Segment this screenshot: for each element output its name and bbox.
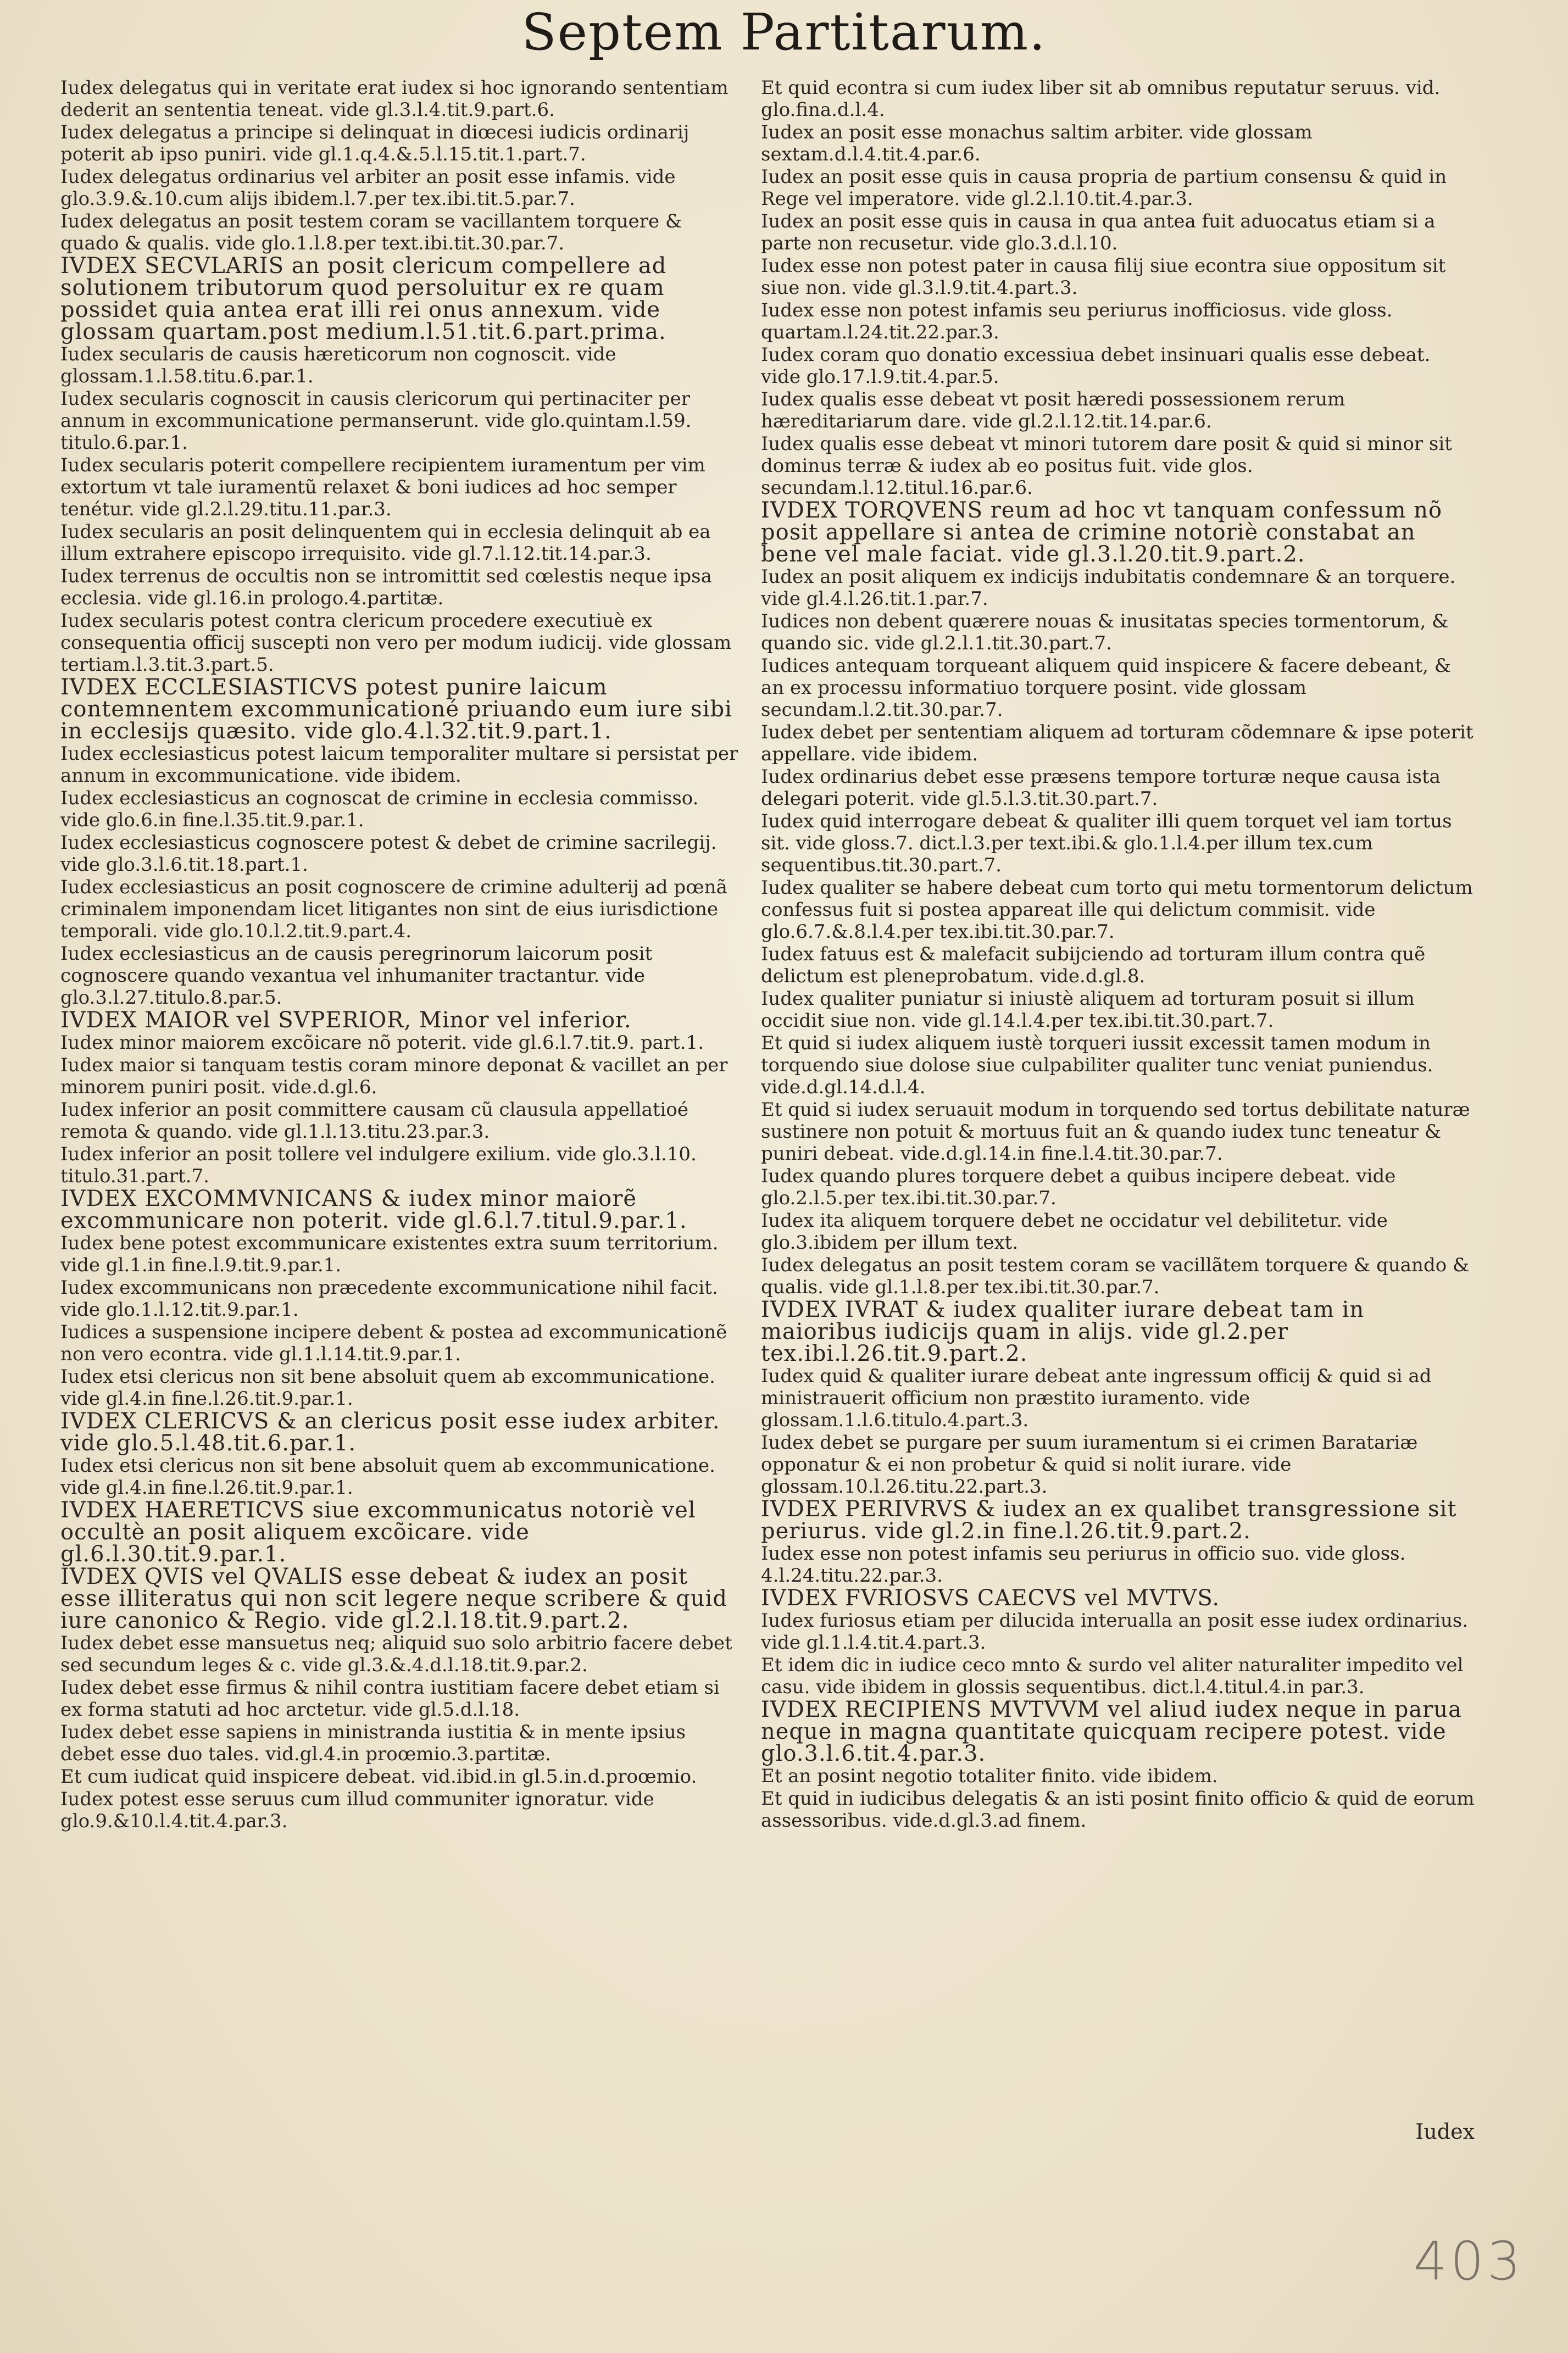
index-entry: IVDEX EXCOMMVNICANS & iudex minor maiorẽ excommunicare non poterit. vide gl.6.l.7.titul.9.par.1. <box>60 1186 687 1233</box>
index-entry: Iudices a suspensione incipere debent & postea ad excommunicationẽ non vero econtra. vide gl.1.l.14.tit.9.par.1. <box>60 1321 727 1365</box>
index-entry: Iudex delegatus qui in veritate erat iudex si hoc ignorando sententiam dederit an sententia teneat. vide gl.3.l.4.tit.9.part.6. <box>60 77 729 121</box>
index-entry: IVDEX FVRIOSVS CAECVS vel MVTVS. <box>761 1586 1220 1611</box>
index-entry: Iudices antequam torqueant aliquem quid inspicere & facere debeant, & an ex processu informatiuo torquere posint. vide glossam secundam.l.2.tit.30.par.7. <box>761 655 1452 721</box>
index-entry: Iudex etsi clericus non sit bene absoluit quem ab excommunicatione. vide gl.4.in fine.l.26.tit.9.par.1. <box>60 1455 715 1499</box>
index-entry: Iudex ecclesiasticus an de causis peregrinorum laicorum posit cognoscere quando vexantua vel inhumaniter tractantur. vide glo.3.l.27.titulo.8.par.5. <box>60 943 653 1009</box>
index-entry: Iudex ordinarius debet esse præsens tempore torturæ neque causa ista delegari poterit. vide gl.5.l.3.tit.30.part.7. <box>761 766 1441 810</box>
index-entry: IVDEX ECCLESIASTICVS potest punire laicum contemnentem excommunicationé priuando eum iure sibi in ecclesijs quæsito. vide glo.4.l.32.tit.9.part.1. <box>60 675 732 744</box>
index-entry: Iudex esse non potest infamis seu periurus inofficiosus. vide gloss. quartam.l.24.tit.22.par.3. <box>761 299 1393 343</box>
index-entry: IVDEX HAERETICVS siue excommunicatus notoriè vel occultè an posit aliquem excõicare. vide gl.6.l.30.tit.9.par.1. <box>60 1498 696 1567</box>
index-entry: Iudex delegatus an posit testem coram se vacillãtem torquere & quando & qualis. vide gl.1.l.8.per tex.ibi.tit.30.par.7. <box>761 1254 1470 1298</box>
index-entry: Iudex terrenus de occultis non se intromittit sed cœlestis neque ipsa ecclesia. vide gl.16.in prologo.4.partitæ. <box>60 565 712 609</box>
index-entry: Iudex an posit esse quis in causa propria de partium consensu & quid in Rege vel imperatore. vide gl.2.l.10.tit.4.par.3. <box>761 166 1447 210</box>
left-column <box>60 77 742 1833</box>
index-entry: Iudex etsi clericus non sit bene absoluit quem ab excommunicatione. vide gl.4.in fine.l.26.tit.9.par.1. <box>60 1366 715 1410</box>
index-entry: Iudex an posit esse quis in causa in qua antea fuit aduocatus etiam si a parte non recusetur. vide glo.3.d.l.10. <box>761 210 1436 254</box>
index-entry: Iudex debet esse firmus & nihil contra iustitiam facere debet etiam si ex forma statuti ad hoc arctetur. vide gl.5.d.l.18. <box>60 1677 720 1721</box>
index-entry: Iudex coram quo donatio excessiua debet insinuari qualis esse debeat. vide glo.17.l.9.tit.4.par.5. <box>761 344 1431 388</box>
index-entry: Iudex inferior an posit committere causam cũ clausula appellatioé remota & quando. vide gl.1.l.13.titu.23.par.3. <box>60 1099 689 1143</box>
index-entry: Iudex maior si tanquam testis coram minore deponat & vacillet an per minorem puniri posit. vide.d.gl.6. <box>60 1054 728 1098</box>
index-entry: IVDEX IVRAT & iudex qualiter iurare debeat tam in maioribus iudicijs quam in alijs. vide gl.2.per tex.ibi.l.26.tit.9.part.2. <box>761 1297 1365 1366</box>
index-entry: Iudex quando plures torquere debet a quibus incipere debeat. vide glo.2.l.5.per tex.ibi.tit.30.par.7. <box>761 1165 1396 1209</box>
index-entry: Et an posint negotio totaliter finito. vide ibidem. <box>761 1765 1218 1787</box>
index-entry: IVDEX QVIS vel QVALIS esse debeat & iudex an posit esse illiteratus qui non scit legere neque scribere & quid iure canonico & Regio. vide gl.2.l.18.tit.9.part.2. <box>60 1564 727 1633</box>
index-entry: Iudex ecclesiasticus cognoscere potest & debet de crimine sacrilegij. vide glo.3.l.6.tit.18.part.1. <box>60 832 717 876</box>
running-head: Septem Partitarum. <box>521 3 1047 62</box>
index-entry: Et quid si iudex seruauit modum in torquendo sed tortus debilitate naturæ sustinere non potuit & mortuus fuit an & quando iudex tunc teneatur & puniri debeat. vide.d.gl.14.in fine.l.4.tit.30.par.7. <box>761 1099 1470 1165</box>
index-entry: Iudex an posit aliquem ex indicijs indubitatis condemnare & an torquere. vide gl.4.l.26.tit.1.par.7. <box>761 566 1456 610</box>
index-entry: Et quid econtra si cum iudex liber sit ab omnibus reputatur seruus. vid. glo.fina.d.l.4. <box>761 77 1441 121</box>
right-column <box>761 77 1475 1832</box>
catchword: Iudex <box>1415 2120 1475 2144</box>
index-entry: Iudex secularis de causis hæreticorum non cognoscit. vide glossam.1.l.58.titu.6.par.1. <box>60 343 616 387</box>
index-entry: Iudex esse non potest infamis seu periurus in officio suo. vide gloss. 4.l.24.titu.22.par.3. <box>761 1543 1406 1587</box>
index-entry: Iudex ita aliquem torquere debet ne occidatur vel debilitetur. vide glo.3.ibidem per illum text. <box>761 1210 1388 1254</box>
index-entry: Iudex an posit esse monachus saltim arbiter. vide glossam sextam.d.l.4.tit.4.par.6. <box>761 121 1313 165</box>
index-entry: IVDEX RECIPIENS MVTVVM vel aliud iudex neque in parua neque in magna quantitate quicquam recipere potest. vide glo.3.l.6.tit.4.par.3. <box>761 1697 1462 1766</box>
folio-number: 403 <box>1413 2230 1524 2292</box>
index-entry: Iudex qualiter se habere debeat cum torto qui metu tormentorum delictum confessus fuit si postea appareat ille qui delictum commisit. vide glo.6.7.&.8.l.4.per tex.ibi.tit.30.par.7. <box>761 877 1473 943</box>
index-entry: IVDEX CLERICVS & an clericus posit esse iudex arbiter. vide glo.5.l.48.tit.6.par.1. <box>60 1409 720 1456</box>
index-entry: Et cum iudicat quid inspicere debeat. vid.ibid.in gl.5.in.d.proœmio. <box>60 1766 697 1788</box>
index-entry: Iudex ecclesiasticus an cognoscat de crimine in ecclesia commisso. vide glo.6.in fine.l.35.tit.9.par.1. <box>60 787 699 831</box>
index-entry: IVDEX MAIOR vel SVPERIOR, Minor vel inferior. <box>60 1008 632 1033</box>
index-entry: Iudex quid interrogare debeat & qualiter illi quem torquet vel iam tortus sit. vide gloss.7. dict.l.3.per text.ibi.& glo.1.l.4.per illum tex.cum sequentibus.tit.30.part.7. <box>761 810 1452 876</box>
index-entry: Iudex secularis an posit delinquentem qui in ecclesia delinquit ab ea illum extrahere episcopo irrequisito. vide gl.7.l.12.tit.14.par.3. <box>60 521 711 565</box>
index-entry: IVDEX TORQVENS reum ad hoc vt tanquam confessum nõ posit appellare si antea de crimine notoriè constabat an bene vel male faciat. vide gl.3.l.20.tit.9.part.2. <box>761 498 1443 567</box>
index-entry: Iudex debet per sententiam aliquem ad torturam cõdemnare & ipse poterit appellare. vide ibidem. <box>761 721 1474 765</box>
index-entry: Iudex debet esse sapiens in ministranda iustitia & in mente ipsius debet esse duo tales. vid.gl.4.in proœmio.3.partitæ. <box>60 1721 686 1765</box>
index-entry: Iudex secularis poterit compellere recipientem iuramentum per vim extortum vt tale iuramentũ relaxet & boni iudices ad hoc semper tenétur. vide gl.2.l.29.titu.11.par.3. <box>60 454 705 520</box>
index-entry: Iudex qualiter puniatur si iniustè aliquem ad torturam posuit si illum occidit siue non. vide gl.14.l.4.per tex.ibi.tit.30.part.7. <box>761 988 1415 1032</box>
index-entry: Iudex qualis esse debeat vt minori tutorem dare posit & quid si minor sit dominus terræ & iudex ab eo positus fuit. vide glos. secundam.l.12.titul.16.par.6. <box>761 433 1452 499</box>
index-entry: Iudex bene potest excommunicare existentes extra suum territorium. vide gl.1.in fine.l.9.tit.9.par.1. <box>60 1232 719 1276</box>
index-entry: Iudex excommunicans non præcedente excommunicatione nihil facit. vide glo.1.l.12.tit.9.par.1. <box>60 1277 718 1321</box>
index-entry: Iudex secularis potest contra clericum procedere executiuè ex consequentia officij suscepti non vero per modum iudicij. vide glossam tertiam.l.3.tit.3.part.5. <box>60 610 732 676</box>
index-entry: Iudex delegatus ordinarius vel arbiter an posit esse infamis. vide glo.3.9.&.10.cum alijs ibidem.l.7.per tex.ibi.tit.5.par.7. <box>60 166 676 210</box>
index-entry: Iudex minor maiorem excõicare nõ poterit. vide gl.6.l.7.tit.9. part.1. <box>60 1032 704 1054</box>
index-entry: Iudex esse non potest pater in causa filij siue econtra siue oppositum sit siue non. vide gl.3.l.9.tit.4.part.3. <box>761 255 1446 299</box>
index-entry: Iudex furiosus etiam per dilucida interualla an posit esse iudex ordinarius. vide gl.1.l.4.tit.4.part.3. <box>761 1610 1469 1654</box>
index-entry: Iudex delegatus a principe si delinquat in diœcesi iudicis ordinarij poterit ab ipso puniri. vide gl.1.q.4.&.5.l.15.tit.1.part.7. <box>60 121 690 165</box>
index-entry: Iudex quid & qualiter iurare debeat ante ingressum officij & quid si ad ministrauerit officium non præstito iuramento. vide glossam.1.l.6.titulo.4.part.3. <box>761 1365 1432 1431</box>
index-entry: Iudex potest esse seruus cum illud communiter ignoratur. vide glo.9.&10.l.4.tit.4.par.3. <box>60 1788 654 1832</box>
index-entry: IVDEX PERIVRVS & iudex an ex qualibet transgressione sit periurus. vide gl.2.in fine.l.26.tit.9.part.2. <box>761 1497 1457 1544</box>
index-entry: Iudex ecclesiasticus an posit cognoscere de crimine adulterij ad pœnã criminalem imponendam licet litigantes non sint de eius iurisdictione temporali. vide glo.10.l.2.tit.9.part.4. <box>60 876 727 942</box>
index-entry: Et quid si iudex aliquem iustè torqueri iussit excessit tamen modum in torquendo siue dolose siue culpabiliter qualiter tunc veniat puniendus. vide.d.gl.14.d.l.4. <box>761 1032 1433 1098</box>
index-entry: Iudex debet se purgare per suum iuramentum si ei crimen Baratariæ opponatur & ei non probetur & quid si nolit iurare. vide glossam.10.l.26.titu.22.part.3. <box>761 1432 1418 1498</box>
index-entry: IVDEX SECVLARIS an posit clericum compellere ad solutionem tributorum quod persoluitur ex re quam possidet quia antea erat illi rei onus annexum. vide glossam quartam.post medium.l.51.tit.6.part.prima. <box>60 253 667 344</box>
index-entry: Iudex qualis esse debeat vt posit hæredi possessionem rerum hæreditariarum dare. vide gl.2.l.12.tit.14.par.6. <box>761 388 1345 432</box>
index-entry: Iudex ecclesiasticus potest laicum temporaliter multare si persistat per annum in excommunicatione. vide ibidem. <box>60 743 738 787</box>
index-entry: Et quid in iudicibus delegatis & an isti posint finito officio & quid de eorum assessoribus. vide.d.gl.3.ad finem. <box>761 1788 1475 1832</box>
index-entry: Iudex fatuus est & malefacit subijciendo ad torturam illum contra quẽ delictum est pleneprobatum. vide.d.gl.8. <box>761 943 1426 987</box>
index-entry: Et idem dic in iudice ceco mnto & surdo vel aliter naturaliter impedito vel casu. vide ibidem in glossis sequentibus. dict.l.4.titul.4.in par.3. <box>761 1654 1464 1698</box>
index-entry: Iudex debet esse mansuetus neq; aliquid suo solo arbitrio facere debet sed secundum leges & c. vide gl.3.&.4.d.l.18.tit.9.par.2. <box>60 1632 732 1676</box>
index-entry: Iudex inferior an posit tollere vel indulgere exilium. vide glo.3.l.10. titulo.31.part.7. <box>60 1143 697 1187</box>
index-entry: Iudex secularis cognoscit in causis clericorum qui pertinaciter per annum in excommunicatione permanserunt. vide glo.quintam.l.59. titulo.6.par.1. <box>60 388 692 454</box>
index-entry: Iudex delegatus an posit testem coram se vacillantem torquere & quado & qualis. vide glo.1.l.8.per text.ibi.tit.30.par.7. <box>60 210 682 254</box>
index-entry: Iudices non debent quærere nouas & inusitatas species tormentorum, & quando sic. vide gl.2.l.1.tit.30.part.7. <box>761 610 1449 654</box>
